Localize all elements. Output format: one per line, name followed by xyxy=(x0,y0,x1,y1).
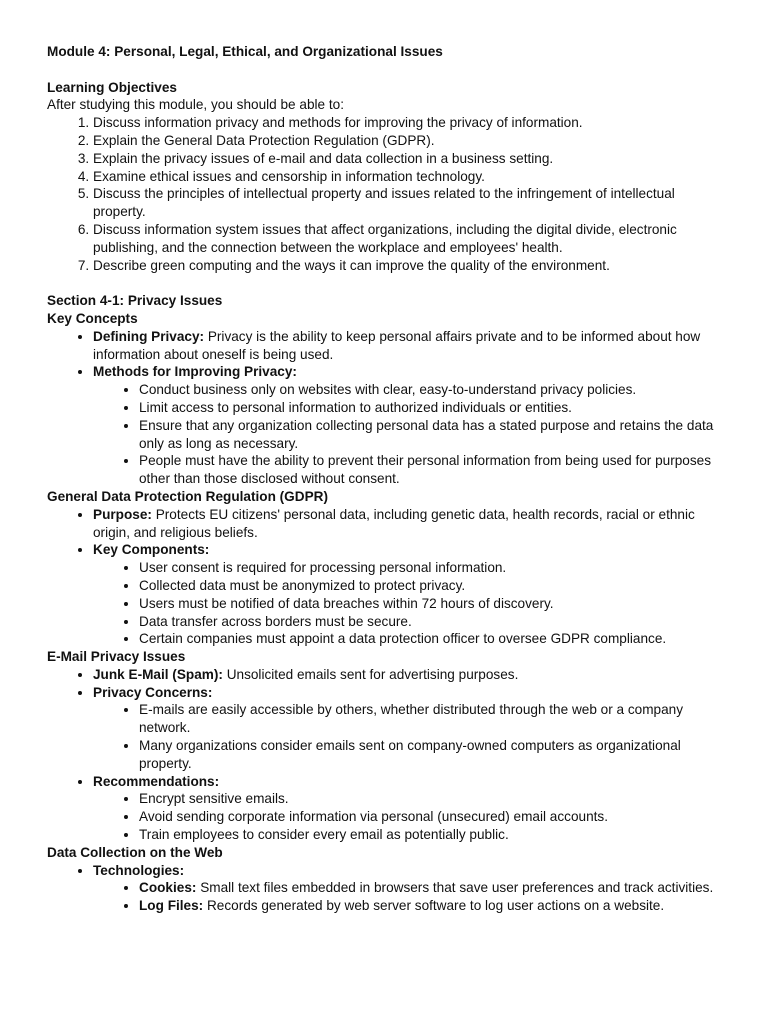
gdpr-purpose-text: Protects EU citizens' personal data, including genetic data, health records, racial or ethnic origin, and religious beliefs. xyxy=(93,506,695,540)
gdpr-components-list xyxy=(93,559,722,648)
objectives-list xyxy=(47,114,722,274)
log-files-text: Records generated by web server software to log user actions on a website. xyxy=(203,898,665,914)
privacy-concerns-list xyxy=(93,701,722,772)
technologies-list xyxy=(93,879,722,915)
email-heading: E-Mail Privacy Issues xyxy=(47,649,186,665)
web-list xyxy=(47,862,722,915)
gdpr-components-label: Key Components: xyxy=(93,542,210,558)
cookies-text: Small text files embedded in browsers that save user preferences and track activities. xyxy=(196,880,714,896)
privacy-concerns-item xyxy=(93,684,722,773)
objective-item: 5. Discuss the principles of intellectual property and issues related to the infringement of intellectual property. xyxy=(93,185,722,221)
key-concepts-list xyxy=(47,328,722,488)
recommendations-label: Recommendations: xyxy=(93,773,220,789)
gdpr-component-item: • Certain companies must appoint a data protection officer to oversee GDPR compliance. xyxy=(139,630,722,648)
gdpr-component-item: • Data transfer across borders must be secure. xyxy=(139,613,722,631)
gdpr-component-item: • Users must be notified of data breaches within 72 hours of discovery. xyxy=(139,595,722,613)
cookies-item xyxy=(139,879,722,897)
web-heading: Data Collection on the Web xyxy=(47,844,223,860)
section-heading: Section 4-1: Privacy Issues xyxy=(47,293,223,309)
gdpr-heading: General Data Protection Regulation (GDPR) xyxy=(47,488,328,504)
cookies-label: Cookies: xyxy=(139,880,197,896)
objective-item: 1. Discuss information privacy and methods for improving the privacy of information. xyxy=(93,114,722,132)
method-item: • Limit access to personal information to authorized individuals or entities. xyxy=(139,399,722,417)
concern-item: • E-mails are easily accessible by others, whether distributed through the web or a company network. xyxy=(139,701,722,737)
email-list xyxy=(47,666,722,844)
objective-item: 4. Examine ethical issues and censorship in information technology. xyxy=(93,168,722,186)
objective-item: 6. Discuss information system issues that affect organizations, including the digital divide, electronic publishing, and the connection between the workplace and employees' health. xyxy=(93,221,722,257)
methods-item xyxy=(93,363,722,488)
methods-label: Methods for Improving Privacy: xyxy=(93,364,297,380)
objectives-intro: After studying this module, you should be able to: xyxy=(47,97,344,113)
gdpr-purpose-item xyxy=(93,506,722,542)
objective-item: 7. Describe green computing and the ways it can improve the quality of the environment. xyxy=(93,257,722,275)
key-concepts-heading: Key Concepts xyxy=(47,310,138,326)
method-item: • People must have the ability to prevent their personal information from being used for purposes other than those disclosed without consent. xyxy=(139,452,722,488)
defining-privacy-text: Privacy is the ability to keep personal affairs private and to be informed about how information about oneself is being used. xyxy=(93,328,701,362)
privacy-concerns-label: Privacy Concerns: xyxy=(93,684,213,700)
objective-item: 2. Explain the General Data Protection Regulation (GDPR). xyxy=(93,132,722,150)
gdpr-component-item: • User consent is required for processing personal information. xyxy=(139,559,722,577)
objectives-heading: Learning Objectives xyxy=(47,79,177,95)
gdpr-list xyxy=(47,506,722,648)
defining-privacy-label: Defining Privacy: xyxy=(93,328,205,344)
gdpr-components-item xyxy=(93,541,722,648)
gdpr-purpose-label: Purpose: xyxy=(93,506,152,522)
methods-list xyxy=(93,381,722,488)
recommendations-list xyxy=(93,790,722,843)
technologies-label: Technologies: xyxy=(93,862,185,878)
technologies-item xyxy=(93,862,722,915)
recommendation-item: • Avoid sending corporate information via personal (unsecured) email accounts. xyxy=(139,808,722,826)
recommendation-item: • Train employees to consider every email as potentially public. xyxy=(139,826,722,844)
recommendation-item: • Encrypt sensitive emails. xyxy=(139,790,722,808)
method-item: • Ensure that any organization collecting personal data has a stated purpose and retains the data only as long as necessary. xyxy=(139,417,722,453)
defining-privacy-item xyxy=(93,328,722,364)
log-files-item xyxy=(139,897,722,915)
objective-item: 3. Explain the privacy issues of e-mail and data collection in a business setting. xyxy=(93,150,722,168)
log-files-label: Log Files: xyxy=(139,898,204,914)
gdpr-component-item: • Collected data must be anonymized to protect privacy. xyxy=(139,577,722,595)
recommendations-item xyxy=(93,773,722,844)
junk-email-label: Junk E-Mail (Spam): xyxy=(93,666,223,682)
module-title: Module 4: Personal, Legal, Ethical, and Organizational Issues xyxy=(47,44,443,59)
junk-email-item xyxy=(93,666,722,684)
junk-email-text: Unsolicited emails sent for advertising purposes. xyxy=(222,666,519,682)
concern-item: • Many organizations consider emails sent on company-owned computers as organizational property. xyxy=(139,737,722,773)
method-item: • Conduct business only on websites with clear, easy-to-understand privacy policies. xyxy=(139,381,722,399)
